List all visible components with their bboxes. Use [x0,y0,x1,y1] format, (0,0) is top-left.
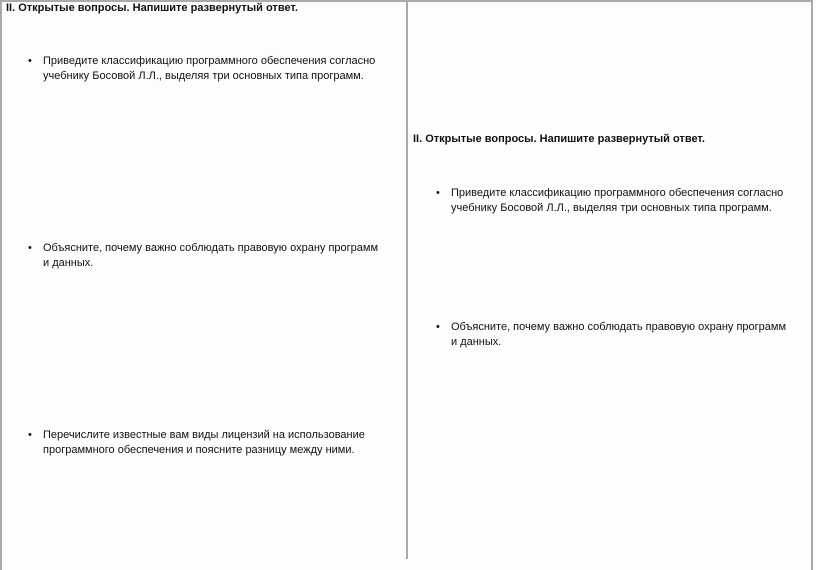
question-text: Приведите классификацию программного обеспечения согласно учебнику Босовой Л.Л., выделяя три основных типа программ. [451,187,784,214]
bullet-icon: • [436,187,440,199]
left-question-2 [28,241,383,271]
right-question-1 [436,186,791,216]
question-text: Приведите классификацию программного обеспечения согласно учебнику Босовой Л.Л., выделяя три основных типа программ. [43,55,376,82]
column-divider [406,0,408,559]
question-text: Перечислите известные вам виды лицензий на использование программного обеспечения и поясните разницу между ними. [43,429,365,456]
left-heading: II. Открытые вопросы. Напишите развернутый ответ. [6,2,298,14]
question-text: Объясните, почему важно соблюдать правовую охрану программ и данных. [451,321,787,348]
bullet-icon: • [28,55,32,67]
right-heading: II. Открытые вопросы. Напишите развернутый ответ. [413,133,705,145]
left-question-3 [28,428,383,458]
bullet-icon: • [28,242,32,254]
left-question-1 [28,54,383,84]
bullet-icon: • [28,429,32,441]
right-question-2 [436,320,791,350]
bullet-icon: • [436,321,440,333]
question-text: Объясните, почему важно соблюдать правовую охрану программ и данных. [43,242,379,269]
